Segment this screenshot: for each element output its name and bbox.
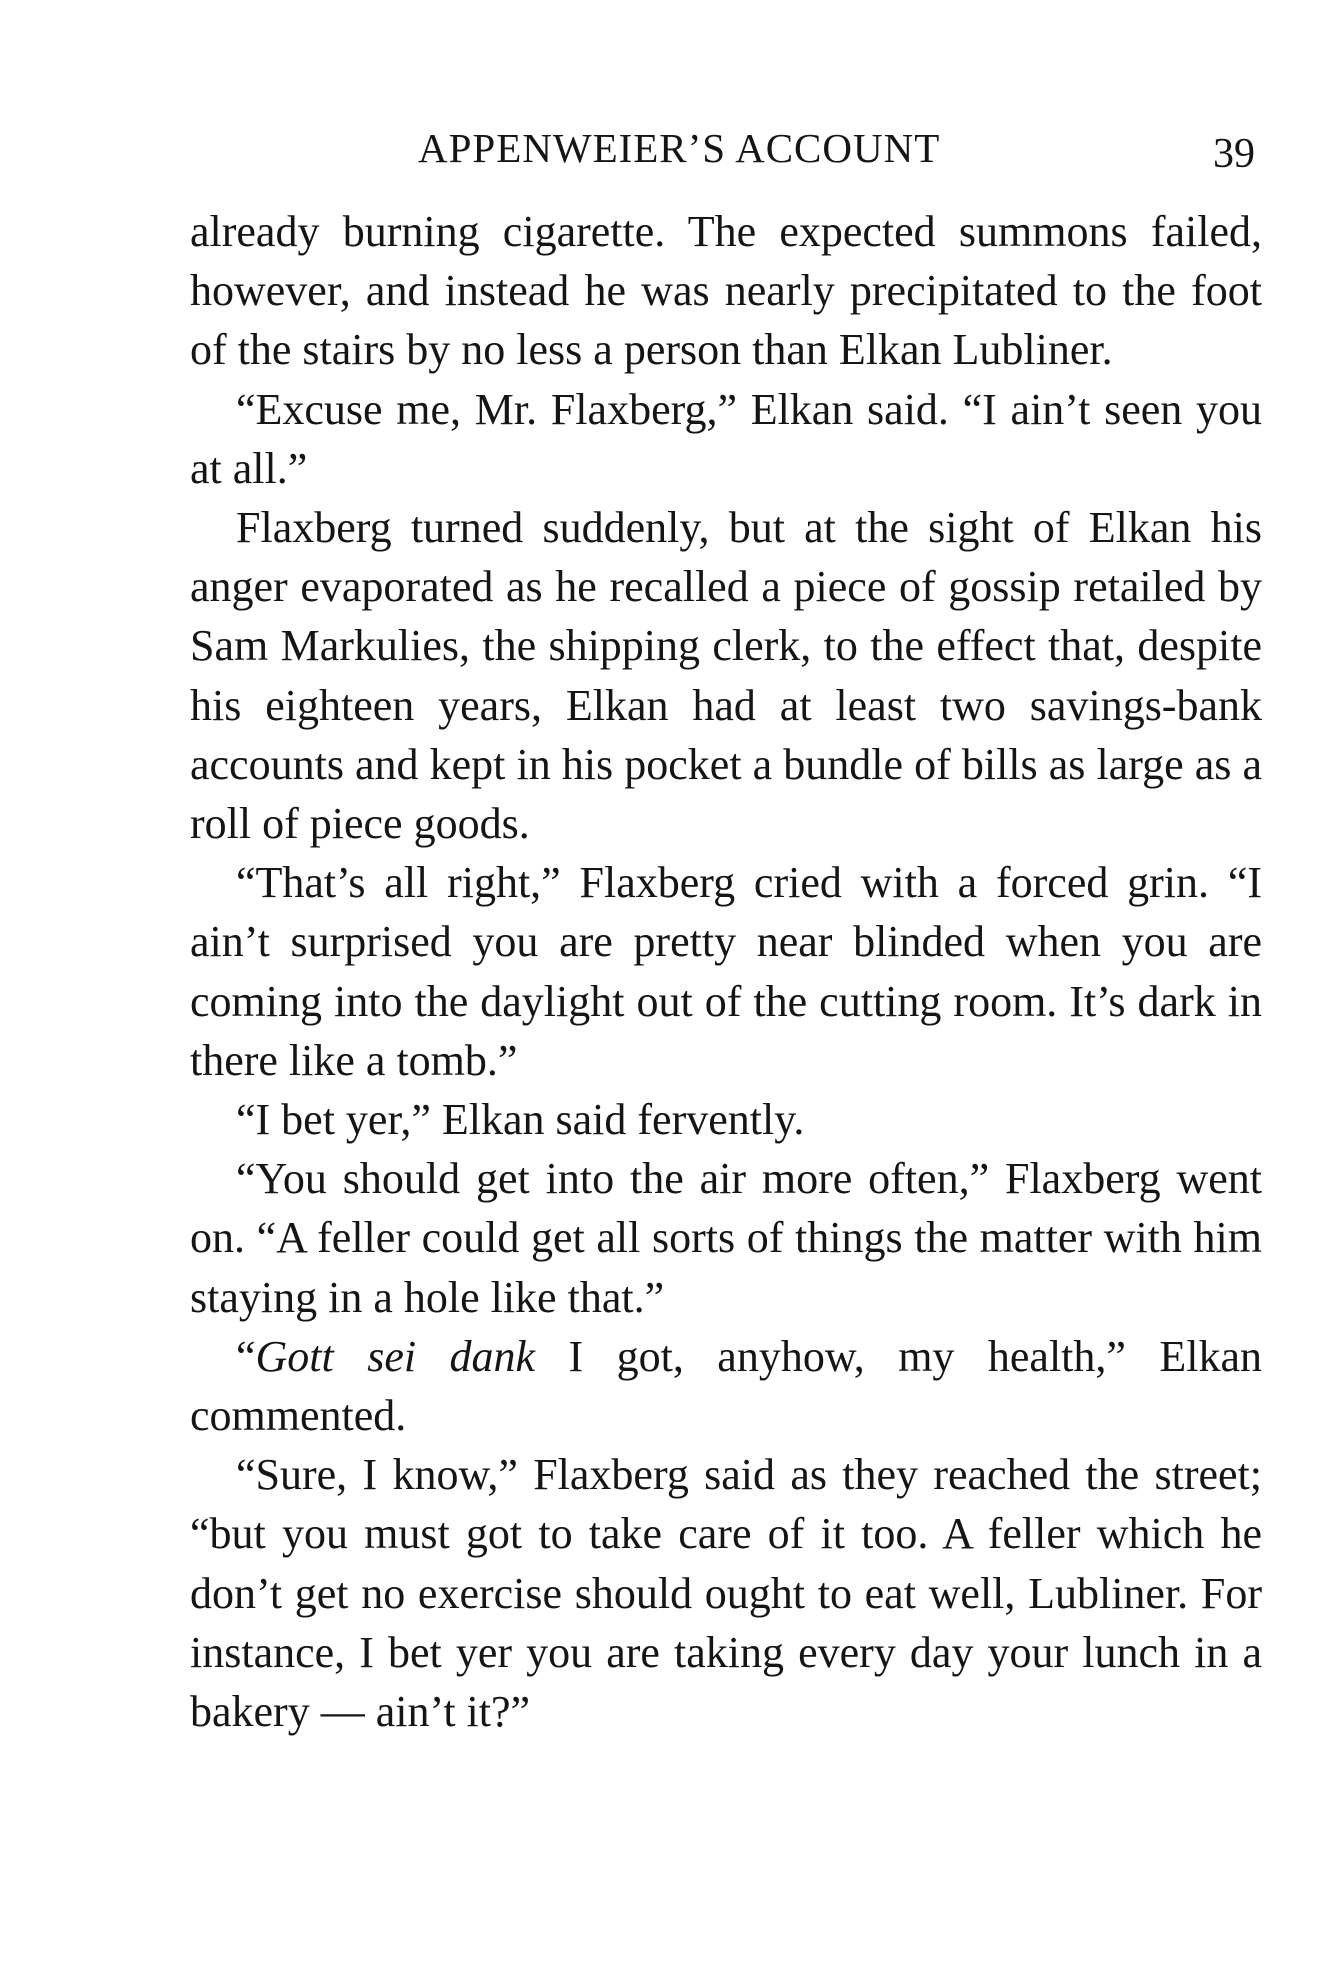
page-number: 39 [1213, 131, 1255, 177]
body-text [190, 202, 1262, 1741]
paragraph: “That’s all right,” Flaxberg cried with a forced grin. “I ain’t surprised you are pretty near blinded when you are coming into the daylight out of the cutting room. It’s dark in there like a tomb.” [190, 858, 1262, 1085]
paragraph: “I bet yer,” Elkan said fervently. [236, 1095, 805, 1145]
paragraph: “You should get into the air more often,” Flaxberg went on. “A feller could get all sorts of things the matter with him staying in a hole like that.” [190, 1154, 1262, 1322]
open-quote: “ [236, 1331, 256, 1381]
paragraph: Flaxberg turned suddenly, but at the sight of Elkan his anger evaporated as he recalled a piece of gossip retailed by Sam Markulies, the shipping clerk, to the effect that, despite his eighteen years, Elkan had at least two savings-bank accounts and kept in his pocket a bundle of bills as large as a roll of piece goods. [190, 503, 1262, 849]
running-head: APPENWEIER’S ACCOUNT [418, 125, 941, 171]
page-header [190, 118, 1270, 178]
italic-phrase: Gott sei dank [255, 1331, 536, 1381]
paragraph: “Sure, I know,” Flaxberg said as they reached the street; “but you must got to take care of it too. A feller which he don’t get no exercise should ought to eat well, Lubliner. For instance, I bet yer you are taking every day your lunch in a bakery — ain’t it?” [190, 1450, 1262, 1737]
paragraph-rest: I got, anyhow, my health,” Elkan commented. [190, 1331, 1263, 1441]
paragraph: “Excuse me, Mr. Flaxberg,” Elkan said. “I ain’t seen you at all.” [190, 384, 1262, 493]
paragraph [190, 1327, 1262, 1445]
paragraph: already burning cigarette. The expected summons failed, however, and instead he was nearly precipitated to the foot of the stairs by no less a person than Elkan Lubliner. [190, 207, 1262, 375]
